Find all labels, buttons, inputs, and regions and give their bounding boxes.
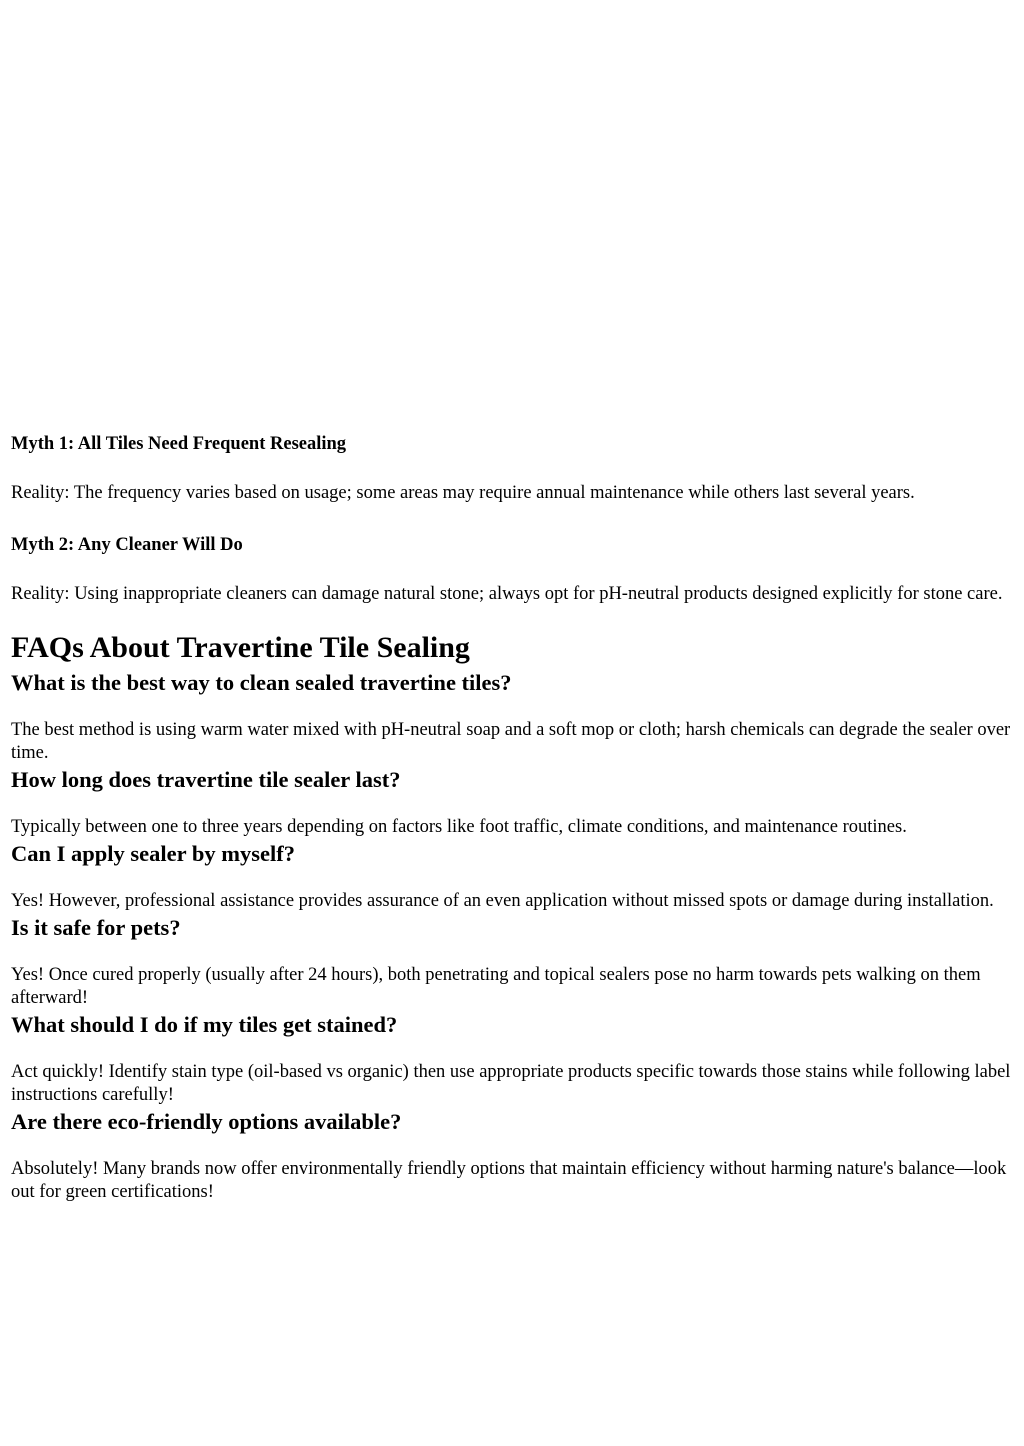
blank-top-area [11,0,1013,430]
faq-answer: Yes! Once cured properly (usually after 24 hours), both penetrating and topical sealers pose no harm towards pets walking on them afterward! [11,965,981,1008]
faq-question: What is the best way to clean sealed travertine tiles? [11,670,512,695]
faq-answer: Absolutely! Many brands now offer environmentally friendly options that maintain efficiency without harming nature's balance—look out for green certifications! [11,1159,1007,1202]
faq-question: What should I do if my tiles get stained? [11,1012,398,1037]
faq-title: FAQs About Travertine Tile Sealing [11,631,470,664]
myth-heading: Myth 2: Any Cleaner Will Do [11,535,243,555]
faq-question: Is it safe for pets? [11,915,181,940]
faq-answer: Yes! However, professional assistance provides assurance of an even application without missed spots or damage during installation. [11,891,994,911]
myths-section [11,430,1013,606]
faq-answer: Typically between one to three years depending on factors like foot traffic, climate conditions, and maintenance routines. [11,817,907,837]
myth-heading: Myth 1: All Tiles Need Frequent Resealing [11,434,347,454]
faq-section [11,628,1013,1204]
myth-reality-text: Reality: Using inappropriate cleaners can damage natural stone; always opt for pH-neutral products designed explicitly for stone care. [11,584,1003,604]
faq-question: Can I apply sealer by myself? [11,841,295,866]
myth-reality-text: Reality: The frequency varies based on usage; some areas may require annual maintenance while others last several years. [11,483,915,503]
faq-answer: Act quickly! Identify stain type (oil-based vs organic) then use appropriate products specific towards those stains while following label instructions carefully! [11,1062,1011,1105]
faq-question: How long does travertine tile sealer last? [11,767,401,792]
faq-answer: The best method is using warm water mixed with pH-neutral soap and a soft mop or cloth; harsh chemicals can degrade the sealer over time. [11,720,1011,763]
faq-question: Are there eco-friendly options available? [11,1109,402,1134]
